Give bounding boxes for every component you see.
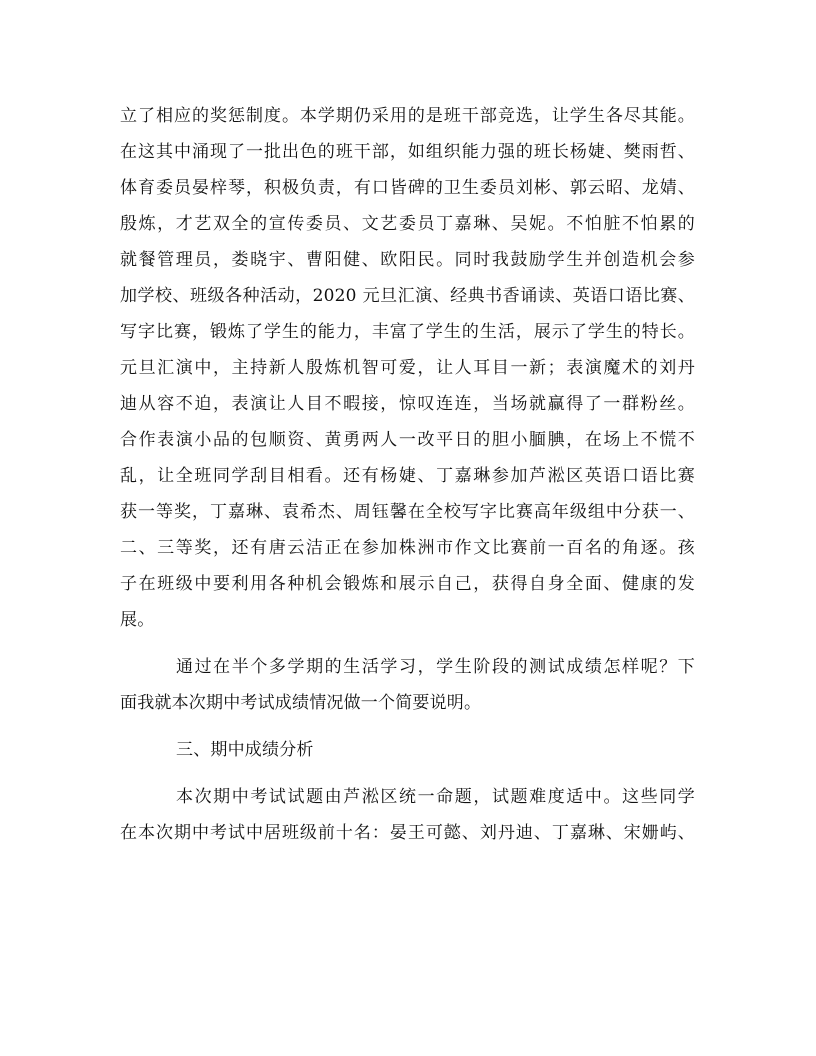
paragraph-line: 就餐管理员，娄晓宇、曹阳健、欧阳民。同时我鼓励学生并创造机会参 (120, 250, 695, 270)
paragraph-line: 加学校、班级各种活动，2020 元旦汇演、经典书香诵读、英语口语比赛、 (120, 286, 695, 306)
paragraph-line: 通过在半个多学期的生活学习，学生阶段的测试成绩怎样呢？下 (176, 657, 695, 677)
paragraph-line: 展。 (120, 610, 155, 630)
paragraph-line: 立了相应的奖惩制度。本学期仍采用的是班干部竞选，让学生各尽其能。 (120, 106, 695, 126)
paragraph-line: 迪从容不迫，表演让人目不暇接，惊叹连连，当场就赢得了一群粉丝。 (120, 394, 695, 414)
section-heading: 三、期中成绩分析 (176, 740, 314, 760)
paragraph-line: 写字比赛，锻炼了学生的能力，丰富了学生的生活，展示了学生的特长。 (120, 322, 695, 342)
paragraph-line: 面我就本次期中考试成绩情况做一个简要说明。 (120, 693, 482, 713)
paragraph-line: 获一等奖，丁嘉琳、袁希杰、周钰馨在全校写字比赛高年级组中分获一、 (120, 502, 695, 522)
paragraph-line: 二、三等奖，还有唐云洁正在参加株洲市作文比赛前一百名的角逐。孩 (120, 538, 695, 558)
paragraph-line: 元旦汇演中，主持新人殷炼机智可爱，让人耳目一新；表演魔术的刘丹 (120, 358, 695, 378)
paragraph-line: 合作表演小品的包顺资、黄勇两人一改平日的胆小腼腆，在场上不慌不 (120, 430, 695, 450)
paragraph-line: 子在班级中要利用各种机会锻炼和展示自己，获得自身全面、健康的发 (120, 574, 695, 594)
paragraph-line: 在本次期中考试中居班级前十名：晏王可懿、刘丹迪、丁嘉琳、宋姗屿、 (120, 823, 695, 843)
paragraph-line: 本次期中考试试题由芦淞区统一命题，试题难度适中。这些同学 (176, 787, 695, 807)
paragraph-line: 在这其中涌现了一批出色的班干部，如组织能力强的班长杨婕、樊雨哲、 (120, 142, 695, 162)
paragraph-line: 殷炼，才艺双全的宣传委员、文艺委员丁嘉琳、吴妮。不怕脏不怕累的 (120, 214, 695, 234)
paragraph-line: 乱，让全班同学刮目相看。还有杨婕、丁嘉琳参加芦淞区英语口语比赛 (120, 466, 695, 486)
paragraph-line: 体育委员晏梓琴，积极负责，有口皆碑的卫生委员刘彬、郭云昭、龙婧、 (120, 178, 695, 198)
